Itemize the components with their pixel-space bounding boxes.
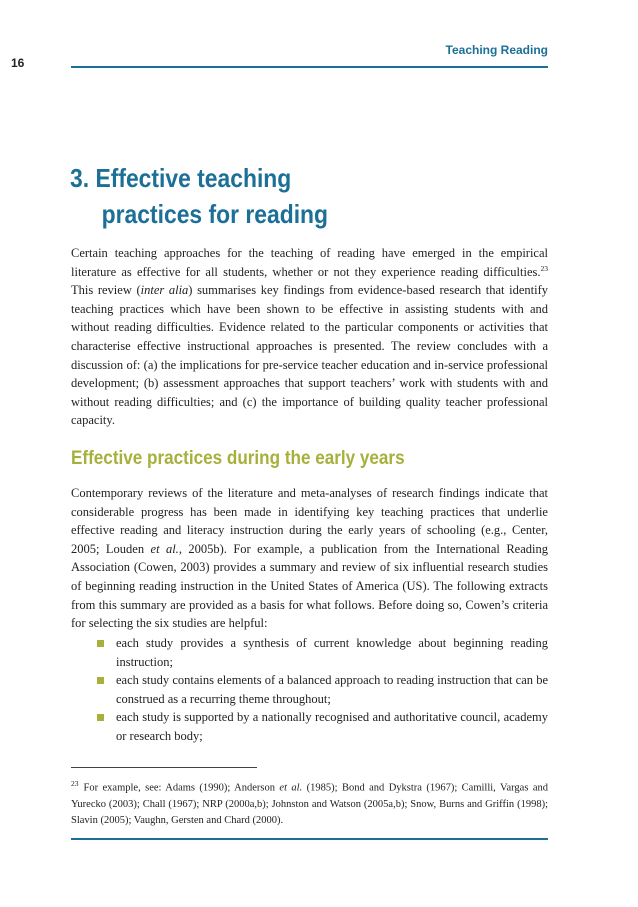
running-title: Teaching Reading [445,43,548,57]
list-item [97,671,548,708]
chapter-title-line2: practices for reading [101,199,329,229]
header-rule [71,66,548,68]
list-item [97,634,548,671]
criteria-list [97,634,548,746]
page-number: 16 [11,56,25,70]
list-item-text: each study provides a synthesis of current knowledge about beginning reading instruction; [116,636,548,669]
footnote-text-1: For example, see: Adams (1990); Anderson [83,782,280,794]
section-italic: et al. [150,541,179,556]
intro-text-1: Certain teaching approaches for the teaching of reading have emerged in the empirical literature as effective for all students, whether or not they experience reading difficulties. [71,246,548,279]
intro-text-2: This review ( [71,283,141,298]
footnote-ref[interactable]: 23 [540,263,548,273]
chapter-title-line1: 3. Effective teaching [70,163,292,193]
square-bullet-icon [97,640,104,647]
section-title: Effective practices during the early years [71,448,405,469]
list-item-text: each study is supported by a nationally recognised and authoritative council, academy or research body; [116,710,548,743]
chapter-title [70,160,328,232]
list-item [97,708,548,745]
section-text-2: , 2005b). For example, a publication from the International Reading Association (Cowen, 2003) provides a summary and review of six influential research studies of beginning reading instruction in the United States of America (US). The following extracts from this summary are provided as a basis for what follows. Before doing so, Cowen’s criteria for selecting the six studies are helpful: [71,541,548,631]
footnote [71,776,548,829]
intro-paragraph [71,244,548,430]
square-bullet-icon [97,677,104,684]
section-text-1: Contemporary reviews of the literature and meta-analyses of research findings indicate that considerable progress has been made in identifying key teaching practices that underlie effective reading and literacy instruction during the early years of schooling (e.g., Center, 2005; Louden [71,486,548,556]
footnote-rule [71,767,257,768]
footnote-italic: et al. [279,782,303,794]
intro-text-3: ) summarises key findings from evidence-based research that identify teaching practices which have been shown to be effective in assisting students with and without reading difficulties. Evidence related to the particular components or activities that characterise effective instructional approaches is presented. The review concludes with a discussion of: (a) the implications for pre-service teacher education and in-service professional development; (b) assessment approaches that support teachers’ work with students with and without reading difficulties; and (c) the importance of building quality teacher professional capacity. [71,283,548,428]
list-item-text: each study contains elements of a balanced approach to reading instruction that can be construed as a recurring theme throughout; [116,673,548,706]
section-paragraph [71,484,548,633]
footnote-text-2: (1985); Bond and Dykstra (1967); Camilli, Vargas and Yurecko (2003); Chall (1967); NRP (2000a,b); Johnston and Watson (2005a,b); Snow, Burns and Griffin (1998); Slavin (2005); Vaughn, Gersten and Chard (2000). [71,782,548,826]
square-bullet-icon [97,714,104,721]
footnote-number: 23 [71,779,79,788]
intro-italic: inter alia [140,283,189,298]
footer-rule [71,838,548,840]
